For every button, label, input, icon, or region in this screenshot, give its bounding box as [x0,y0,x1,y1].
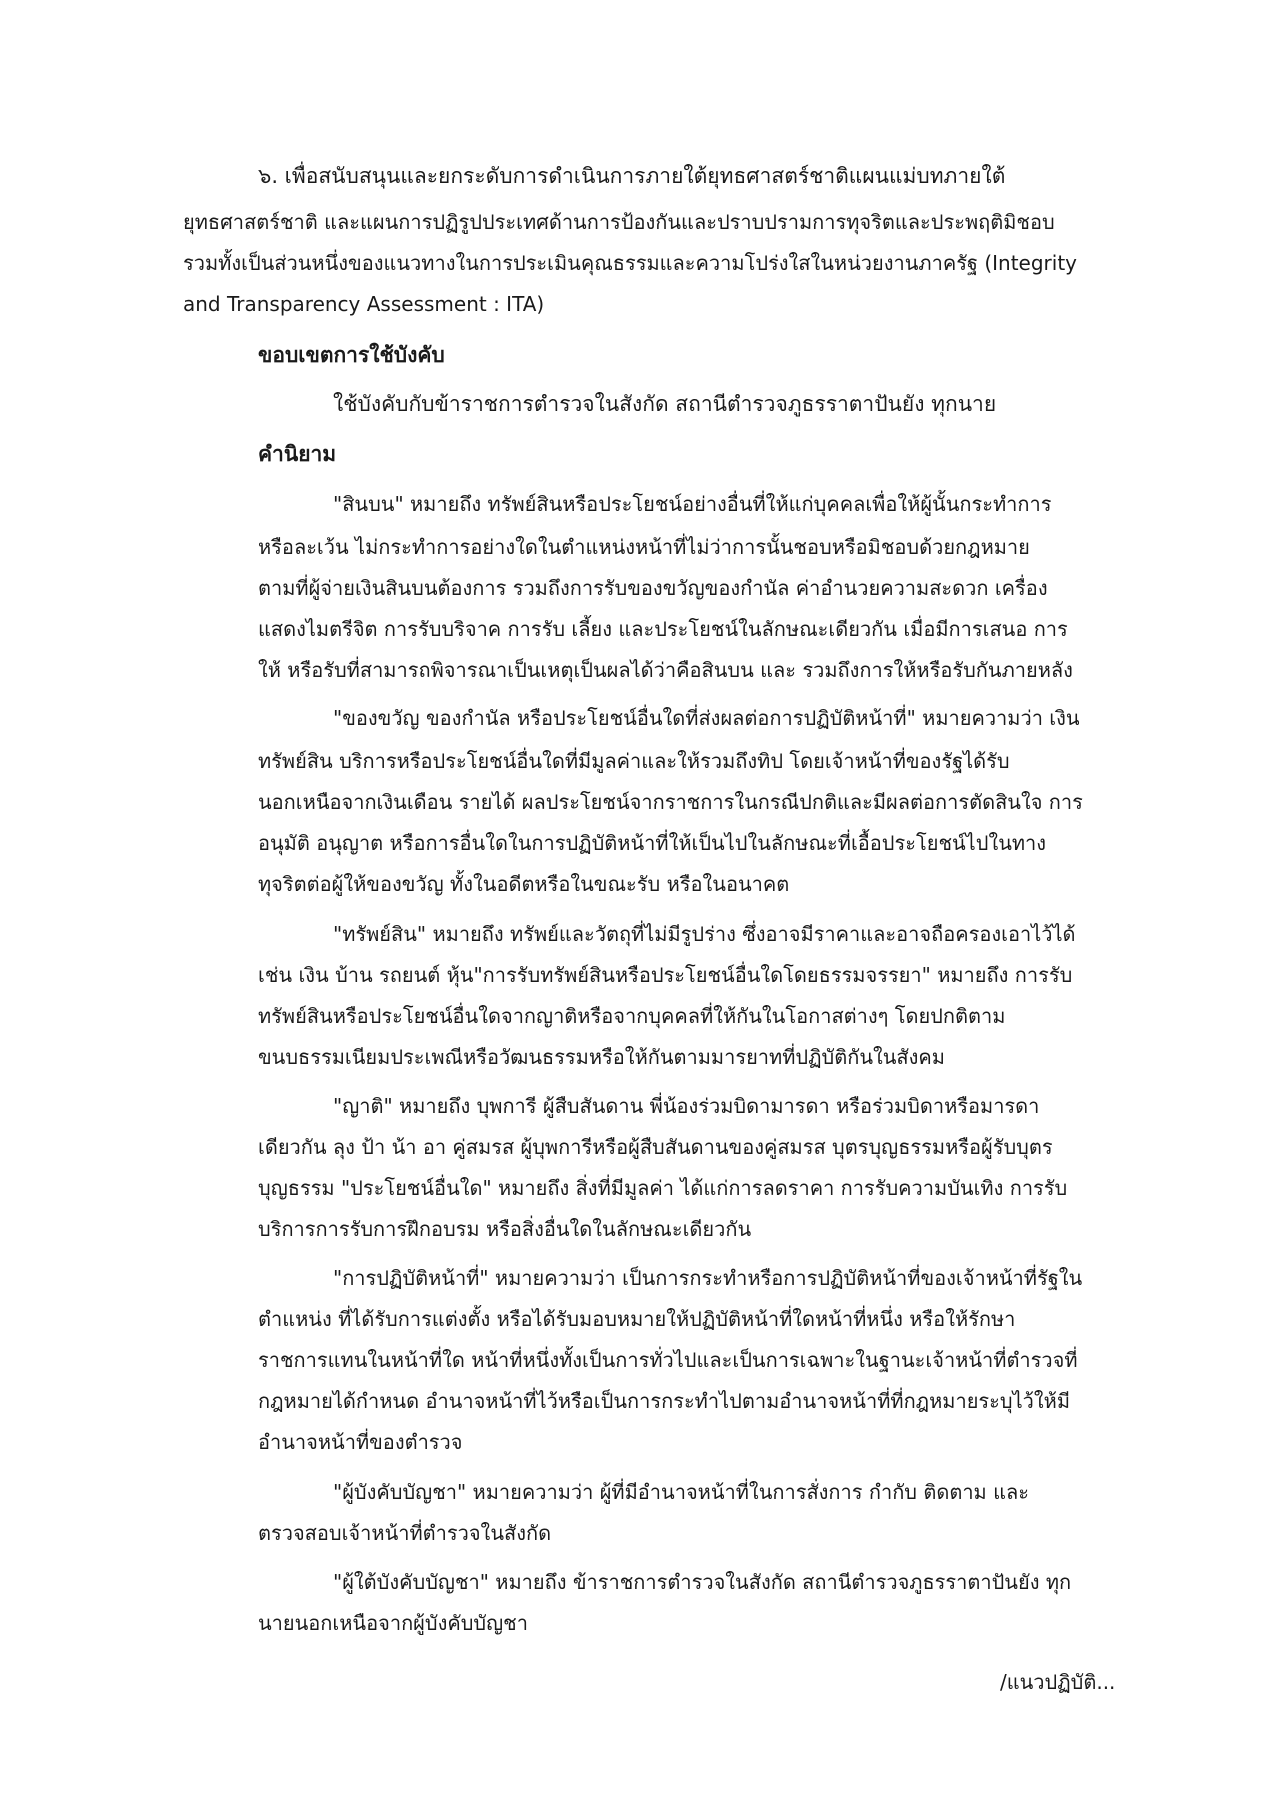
definitions-heading: คำนิยาม [258,442,337,466]
text-line: ขนบธรรมเนียมประเพณีหรือวัฒนธรรมหรือให้กันตามมารยาทที่ปฏิบัติกันในสังคม [258,1045,945,1069]
text-line: เช่น เงิน บ้าน รถยนต์ หุ้น"การรับทรัพย์สินหรือประโยชน์อื่นใดโดยธรรมจรรยา" หมายถึง การรับ [258,963,1073,987]
text-line: ตามที่ผู้จ่ายเงินสินบนต้องการ รวมถึงการรับของขวัญของกำนัล ค่าอำนวยความสะดวก เครื่อง [258,576,1048,600]
text-line: นายนอกเหนือจากผู้บังคับบัญชา [258,1611,528,1635]
text-line: ทรัพย์สิน บริการหรือประโยชน์อื่นใดที่มีมูลค่าและให้รวมถึงทิป โดยเจ้าหน้าที่ของรัฐได้รับ [258,749,1010,773]
text-line: เดียวกัน ลุง ป้า น้า อา คู่สมรส ผู้บุพการีหรือผู้สืบสันดานของคู่สมรส บุตรบุญธรรมหรือผู้รับบุตร [258,1135,1053,1159]
text-line: "สินบน" หมายถึง ทรัพย์สินหรือประโยชน์อย่างอื่นที่ให้แก่บุคคลเพื่อให้ผู้นั้นกระทำการ [333,492,1052,516]
text-line: "การปฏิบัติหน้าที่" หมายความว่า เป็นการกระทำหรือการปฏิบัติหน้าที่ของเจ้าหน้าที่รัฐใน [333,1266,1083,1290]
text-line: ๖. เพื่อสนับสนุนและยกระดับการดำเนินการภายใต้ยุทธศาสตร์ชาติแผนแม่บทภายใต้ [258,164,1006,188]
text-line: ให้ หรือรับที่สามารถพิจารณาเป็นเหตุเป็นผลได้ว่าคือสินบน และ รวมถึงการให้หรือรับกันภายหลัง [258,658,1073,682]
text-line: ราชการแทนในหน้าที่ใด หน้าที่หนึ่งทั้งเป็นการทั่วไปและเป็นการเฉพาะในฐานะเจ้าหน้าที่ตำรวจที่ [258,1348,1078,1372]
text-line: ยุทธศาสตร์ชาติ และแผนการปฏิรูปประเทศด้านการป้องกันและปราบปรามการทุจริตและประพฤติมิชอบ [183,210,1055,234]
text-line: "ผู้บังคับบัญชา" หมายความว่า ผู้ที่มีอำนาจหน้าที่ในการสั่งการ กำกับ ติดตาม และ [333,1480,1029,1504]
text-line: "ญาติ" หมายถึง บุพการี ผู้สืบสันดาน พี่น้องร่วมบิดามารดา หรือร่วมบิดาหรือมารดา [333,1094,1040,1118]
text-line: ตำแหน่ง ที่ได้รับการแต่งตั้ง หรือได้รับมอบหมายให้ปฏิบัติหน้าที่ใดหน้าที่หนึ่ง หรือให้รักษา [258,1307,1016,1331]
text-line: รวมทั้งเป็นส่วนหนึ่งของแนวทางในการประเมินคุณธรรมและความโปร่งใสในหน่วยงานภาครัฐ (Integrity [183,251,1078,275]
text-line: "ทรัพย์สิน" หมายถึง ทรัพย์และวัตถุที่ไม่มีรูปร่าง ซึ่งอาจมีราคาและอาจถือครองเอาไว้ได้ [333,922,1076,946]
text-line: บุญธรรม "ประโยชน์อื่นใด" หมายถึง สิ่งที่มีมูลค่า ได้แก่การลดราคา การรับความบันเทิง การรับ [258,1176,1068,1200]
text-line: ทุจริตต่อผู้ให้ของขวัญ ทั้งในอดีตหรือในขณะรับ หรือในอนาคต [258,872,790,896]
text-line: and Transparency Assessment : ITA) [183,292,545,316]
scope-heading: ขอบเขตการใช้บังคับ [258,343,445,367]
text-line: อำนาจหน้าที่ของตำรวจ [258,1430,463,1454]
text-line: อนุมัติ อนุญาต หรือการอื่นใดในการปฏิบัติหน้าที่ให้เป็นไปในลักษณะที่เอื้อประโยชน์ไปในทาง [258,831,1047,855]
page-continuation: /แนวปฏิบัติ... [1000,1670,1116,1694]
text-line: "ผู้ใต้บังคับบัญชา" หมายถึง ข้าราชการตำรวจในสังกัด สถานีตำรวจภูธรราตาปันยัง ทุก [333,1570,1072,1594]
text-line: กฎหมายได้กำหนด อำนาจหน้าที่ไว้หรือเป็นการกระทำไปตามอำนาจหน้าที่ที่กฎหมายระบุไว้ให้มี [258,1389,1071,1413]
text-line: "ของขวัญ ของกำนัล หรือประโยชน์อื่นใดที่ส่งผลต่อการปฏิบัติหน้าที่" หมายความว่า เงิน [333,706,1080,730]
scope-text: ใช้บังคับกับข้าราชการตำรวจในสังกัด สถานีตำรวจภูธรราตาปันยัง ทุกนาย [333,392,997,416]
text-line: แสดงไมตรีจิต การรับบริจาค การรับ เลี้ยง และประโยชน์ในลักษณะเดียวกัน เมื่อมีการเสนอ การ [258,617,1068,641]
text-line: นอกเหนือจากเงินเดือน รายได้ ผลประโยชน์จากราชการในกรณีปกติและมีผลต่อการตัดสินใจ การ [258,790,1083,814]
text-line: ทรัพย์สินหรือประโยชน์อื่นใดจากญาติหรือจากบุคคลที่ให้กันในโอกาสต่างๆ โดยปกติตาม [258,1004,1006,1028]
text-line: หรือละเว้น ไม่กระทำการอย่างใดในตำแหน่งหน้าที่ไม่ว่าการนั้นชอบหรือมิชอบด้วยกฎหมาย [258,535,1030,559]
text-line: ตรวจสอบเจ้าหน้าที่ตำรวจในสังกัด [258,1521,552,1545]
text-line: บริการการรับการฝึกอบรม หรือสิ่งอื่นใดในลักษณะเดียวกัน [258,1217,752,1241]
